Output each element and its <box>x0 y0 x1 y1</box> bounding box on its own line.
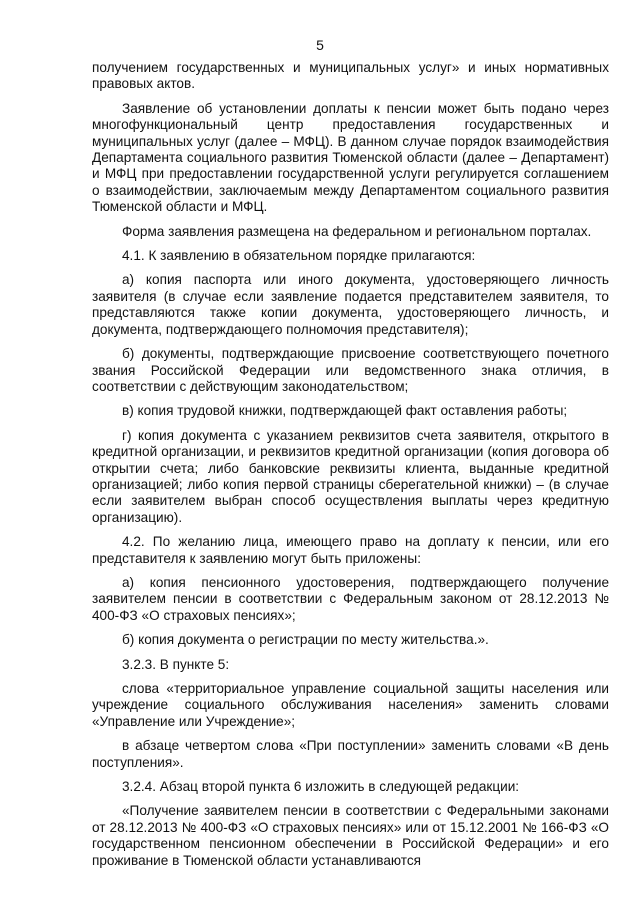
paragraph-mfc-application: Заявление об установлении доплаты к пенсии может быть подано через многофункциональный центр предоставления государственных и муниципальных услуг (далее – МФЦ). В данном случае порядок взаимодействия Департамента социального развития Тюменской области (далее – Департамент) и МФЦ при предоставлении государственной услуги регулируется соглашением о взаимодействии, заключаемым между Департаментом социального развития Тюменской области и МФЦ. <box>92 100 609 215</box>
list-item-4-2-b: б) копия документа о регистрации по месту жительства.». <box>122 632 489 648</box>
paragraph-replace-words: слова «территориальное управление социальной защиты населения или учреждение социального обслуживания населения» заменить словами «Управление или Учреждение»; <box>92 681 609 729</box>
paragraph-continuation: получением государственных и муниципальных услуг» и иных нормативных правовых актов. <box>92 60 609 92</box>
document-body <box>92 60 609 877</box>
page-number: 5 <box>316 37 324 53</box>
paragraph-4-1: 4.1. К заявлению в обязательном порядке прилагаются: <box>122 248 476 264</box>
paragraph-form-portals: Форма заявления размещена на федеральном и региональном порталах. <box>122 223 592 239</box>
list-item-4-1-g: г) копия документа с указанием реквизитов счета заявителя, открытого в кредитной организации, и реквизитов кредитной организации (копия договора об открытии счета; либо банковские реквизиты клиента, выданные кредитной организацией; либо копия первой страницы сберегательной книжки) – (в случае если заявителем выбран способ осуществления выплаты через кредитную организацию). <box>92 427 609 525</box>
list-item-4-2-a: а) копия пенсионного удостоверения, подтверждающего получение заявителем пенсии в соответствии с Федеральным законом от 28.12.2013 № 400-ФЗ «О страховых пенсиях»; <box>92 574 609 623</box>
list-item-4-1-v: в) копия трудовой книжки, подтверждающей факт оставления работы; <box>122 403 568 419</box>
paragraph-3-2-4: 3.2.4. Абзац второй пункта 6 изложить в следующей редакции: <box>122 779 520 795</box>
paragraph-4-2: 4.2. По желанию лица, имеющего право на доплату к пенсии, или его представителя к заявлению могут быть приложены: <box>92 534 609 566</box>
paragraph-fourth-abzac: в абзаце четвертом слова «При поступлении» заменить словами «В день поступления». <box>92 738 609 770</box>
paragraph-new-edition: «Получение заявителем пенсии в соответствии с Федеральными законами от 28.12.2013 № 400-ФЗ «О страховых пенсиях» или от 15.12.2001 № 166-ФЗ «О государственном пенсионном обеспечении в Российской Федерации» и его проживание в Тюменской области устанавливаются <box>92 803 609 868</box>
list-item-4-1-b: б) документы, подтверждающие присвоение соответствующего почетного звания Российской Федерации или ведомственного знака отличия, в соответствии с действующим законодательством; <box>92 346 609 394</box>
paragraph-3-2-3: 3.2.3. В пункте 5: <box>122 656 230 672</box>
list-item-4-1-a: а) копия паспорта или иного документа, удостоверяющего личность заявителя (в случае если заявление подается представителем заявителя, то представляются также копии документа, удостоверяющего личность, и документа, подтверждающего полномочия представителя); <box>92 272 609 337</box>
